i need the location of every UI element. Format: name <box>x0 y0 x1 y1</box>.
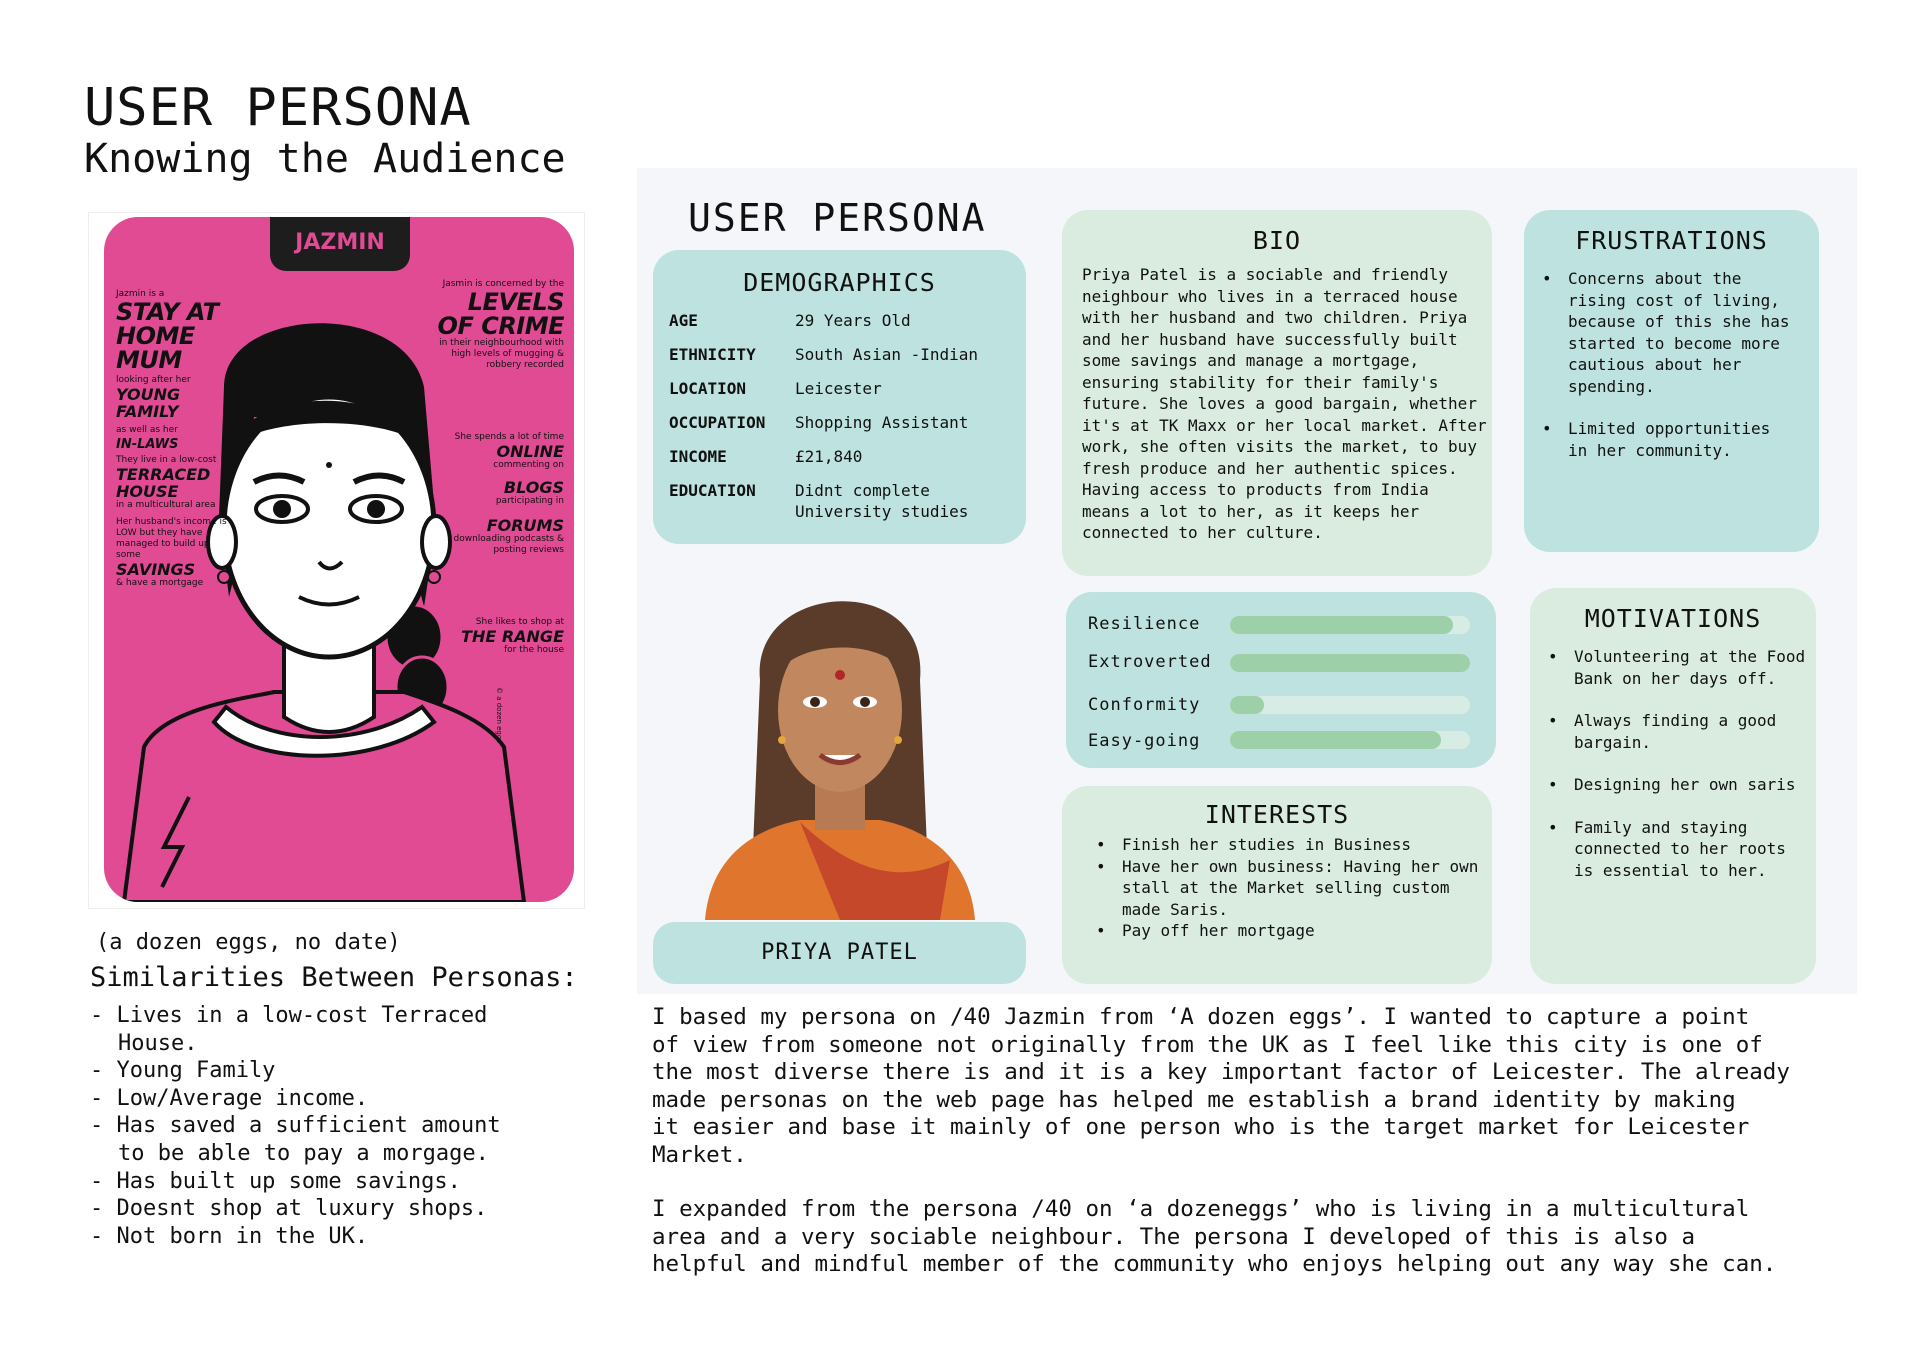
bio-text: Priya Patel is a sociable and friendly neighbour who lives in a terraced house with her husband and two children. Priya and her husband have successfully built some savings and manage a mortgage, ensuring stability for their family's future. She loves a good bargain, whether it's at TK Maxx or her local market. After work, she often visits the market, to buy fresh produce and her authentic spices. Having access to products from India means a lot to her, as it keeps her connected to her culture. <box>1082 265 1487 542</box>
demo-label: INCOME <box>669 447 727 466</box>
description-paragraph-2: I expanded from the persona /40 on ‘a dozeneggs’ who is living in a multicultural area and a very sociable neighbour. The persona I developed of this is also a helpful and mindful member of the community who enjoys helping out any way she can. <box>652 1196 1777 1277</box>
poster-right-text-1: Jasmin is concerned by the LEVELS OF CRIME in their neighbourhood with high levels of mugging & robbery recorded <box>437 279 564 370</box>
description-paragraph-1: I based my persona on /40 Jazmin from ‘A dozen eggs’. I wanted to capture a point of view from someone not originally from the UK as I feel like this city is one of the most diverse there is and it is a key important factor of Leicester. The already made personas on the web page has helped me establish a brand identity by making it easier and base it mainly of one person who is the target market for Leicester Market. <box>652 1004 1790 1168</box>
list-item: - Lives in a low-cost Terraced House. <box>90 1003 488 1056</box>
table-row <box>669 480 978 522</box>
poster-name-tab: JAZMIN <box>270 217 410 271</box>
page-subtitle: Knowing the Audience <box>84 136 566 182</box>
list-item: • Family and staying connected to her roots is essential to her. <box>1548 817 1813 882</box>
table-row <box>669 412 978 446</box>
demo-value: South Asian -Indian <box>795 345 979 364</box>
poster-left-text-1: Jazmin is a STAY AT HOME MUM <box>116 289 219 374</box>
demographics-heading: DEMOGRAPHICS <box>743 268 936 297</box>
frustrations-card <box>1524 210 1819 552</box>
demo-value: Shopping Assistant <box>795 413 969 432</box>
trait-bar-fill <box>1230 731 1441 749</box>
poster-left-text-2: looking after her YOUNG FAMILY <box>116 375 191 421</box>
trait-bar-fill <box>1230 616 1453 634</box>
poster-copyright: © a dozen eggs <box>495 687 503 743</box>
interests-heading: INTERESTS <box>1204 800 1350 829</box>
demographics-card <box>653 250 1026 544</box>
demo-label: LOCATION <box>669 379 747 398</box>
trait-label: Conformity <box>1088 695 1201 715</box>
motivations-card <box>1530 588 1816 984</box>
poster-right-text-3: BLOGS participating in <box>495 478 564 506</box>
jazmin-persona-poster <box>88 212 585 909</box>
trait-bar-conformity <box>1230 696 1470 714</box>
trait-bar-fill <box>1230 654 1470 672</box>
table-row <box>669 446 978 480</box>
traits-card <box>1066 592 1496 768</box>
poster-card <box>104 217 574 902</box>
poster-caption: (a dozen eggs, no date) <box>96 930 401 955</box>
bio-heading: BIO <box>1252 226 1302 255</box>
similarities-list <box>90 1002 501 1250</box>
list-item: - Doesnt shop at luxury shops. <box>90 1196 488 1222</box>
poster-left-text-3: as well as her IN-LAWS <box>116 425 179 452</box>
list-item: - Has built up some savings. <box>90 1168 461 1194</box>
list-item: • Finish her studies in Business <box>1096 834 1486 856</box>
page-title: USER PERSONA <box>84 78 472 138</box>
list-item: • Concerns about the rising cost of living, because of this she has started to become more cautious about her spending. <box>1542 268 1812 397</box>
motivations-list <box>1548 646 1813 881</box>
list-item: - Not born in the UK. <box>90 1223 369 1249</box>
priya-portrait <box>690 560 990 920</box>
bio-card <box>1062 210 1492 576</box>
demo-value: £21,840 <box>795 447 863 466</box>
frustrations-heading: FRUSTRATIONS <box>1575 226 1768 255</box>
demo-label: EDUCATION <box>669 481 756 500</box>
poster-right-text-2: She spends a lot of time ONLINE commenting on <box>454 432 564 470</box>
trait-bar-resilience <box>1230 616 1470 634</box>
poster-left-text-5: Her husband's income is LOW but they have managed to build up some SAVINGS & have a mortgage <box>116 517 227 588</box>
demo-label: OCCUPATION <box>669 413 766 432</box>
table-row <box>669 378 978 412</box>
similarities-heading: Similarities Between Personas: <box>90 962 578 993</box>
poster-right-text-5: She likes to shop at THE RANGE for the house <box>461 617 564 655</box>
persona-name-label: PRIYA PATEL <box>653 922 1026 984</box>
poster-left-text-4: They live in a low-cost TERRACED HOUSE in a multicultural area <box>116 455 217 510</box>
interests-card <box>1062 786 1492 984</box>
list-item: - Has saved a sufficient amount to be able to pay a morgage. <box>90 1113 501 1166</box>
table-row <box>669 310 978 344</box>
trait-label: Extroverted <box>1088 652 1212 672</box>
demo-value: Leicester <box>795 379 882 398</box>
trait-bar-easy-going <box>1230 731 1470 749</box>
list-item: - Low/Average income. <box>90 1085 369 1111</box>
motivations-heading: MOTIVATIONS <box>1584 604 1762 633</box>
demo-value: 29 Years Old <box>795 311 911 330</box>
poster-right-text-4: FORUMS downloading podcasts & posting reviews <box>453 516 564 555</box>
list-item: • Volunteering at the Food Bank on her days off. <box>1548 646 1813 689</box>
demo-label: AGE <box>669 311 698 330</box>
list-item: • Have her own business: Having her own stall at the Market selling custom made Saris. <box>1096 856 1486 921</box>
interests-list <box>1096 834 1486 942</box>
trait-bar-fill <box>1230 696 1264 714</box>
frustrations-list <box>1542 268 1812 461</box>
list-item: - Young Family <box>90 1058 276 1084</box>
list-item: • Always finding a good bargain. <box>1548 710 1813 753</box>
demo-label: ETHNICITY <box>669 345 756 364</box>
demographics-table <box>669 310 978 522</box>
trait-bar-extroverted <box>1230 654 1470 672</box>
trait-label: Resilience <box>1088 614 1201 634</box>
table-row <box>669 344 978 378</box>
list-item: • Limited opportunities in her community. <box>1542 418 1812 461</box>
list-item: • Pay off her mortgage <box>1096 920 1486 942</box>
persona-panel-title: USER PERSONA <box>688 196 987 240</box>
trait-label: Easy-going <box>1088 731 1201 751</box>
demo-value: Didnt complete University studies <box>795 481 969 521</box>
list-item: • Designing her own saris <box>1548 774 1813 796</box>
